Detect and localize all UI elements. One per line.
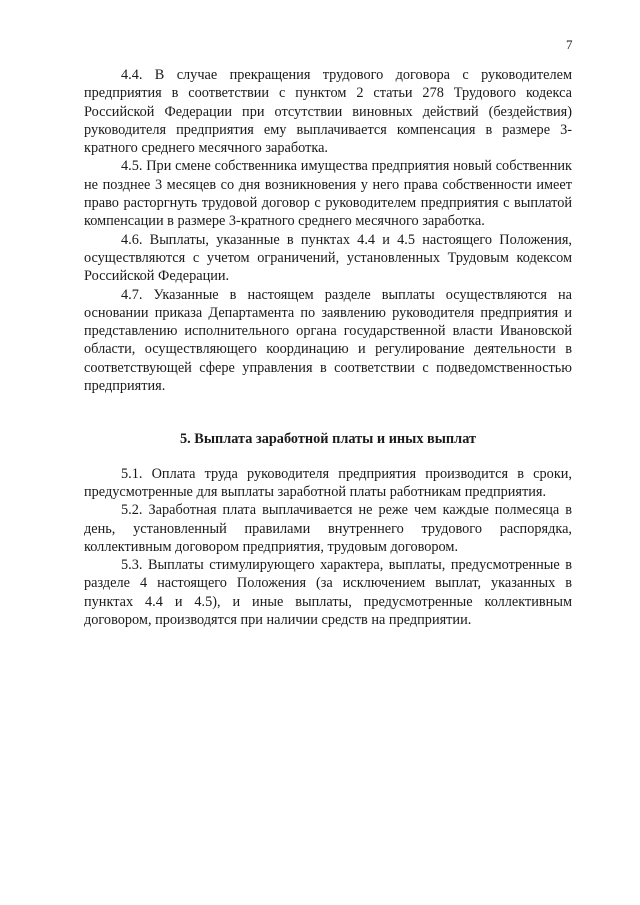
page-number: 7 bbox=[566, 37, 573, 52]
paragraph-4-6: 4.6. Выплаты, указанные в пунктах 4.4 и 4.5 настоящего Положения, осуществляются с учетом ограничений, установленных Трудовым кодексом Российской Федерации. bbox=[84, 231, 572, 285]
paragraph-4-4: 4.4. В случае прекращения трудового договора с руководителем предприятия в соответствии с пунктом 2 статьи 278 Трудового кодекса Российской Федерации при отсутствии виновных действий (бездействия) руководителя предприятия ему выплачивается компенсация в размере 3-кратного среднего месячного заработка. bbox=[84, 67, 572, 157]
paragraph-4-5: 4.5. При смене собственника имущества предприятия новый собственник не позднее 3 месяцев со дня возникновения у него права собственности имеет право расторгнуть трудовой договор с руководителем предприятия с выплатой компенсации в размере 3-кратного среднего месячного заработка. bbox=[84, 158, 572, 230]
paragraph-5-2: 5.2. Заработная плата выплачивается не реже чем каждые полмесяца в день, установленный правилами внутреннего трудового распорядка, коллективным договором предприятия, трудовым договором. bbox=[84, 502, 572, 555]
paragraph-5-1: 5.1. Оплата труда руководителя предприятия производится в сроки, предусмотренные для выплаты заработной платы работникам предприятия. bbox=[84, 465, 572, 500]
paragraph-4-7: 4.7. Указанные в настоящем разделе выплаты осуществляются на основании приказа Департамента по заявлению руководителя предприятия и представлению исполнительного органа государственной власти Ивановской области, осуществляющего координацию и регулирование деятельности в соответствующей сфере управления в соответствии с подведомственностью предприятия. bbox=[84, 286, 572, 395]
section-5-heading: 5. Выплата заработной платы и иных выплат bbox=[180, 431, 476, 448]
document-body bbox=[84, 66, 572, 629]
paragraph-5-3: 5.3. Выплаты стимулирующего характера, выплаты, предусмотренные в разделе 4 настоящего Положения (за исключением выплат, указанных в пунктах 4.4 и 4.5), и иные выплаты, предусмотренные коллективным договором, производятся при наличии средств на предприятии. bbox=[84, 557, 572, 629]
